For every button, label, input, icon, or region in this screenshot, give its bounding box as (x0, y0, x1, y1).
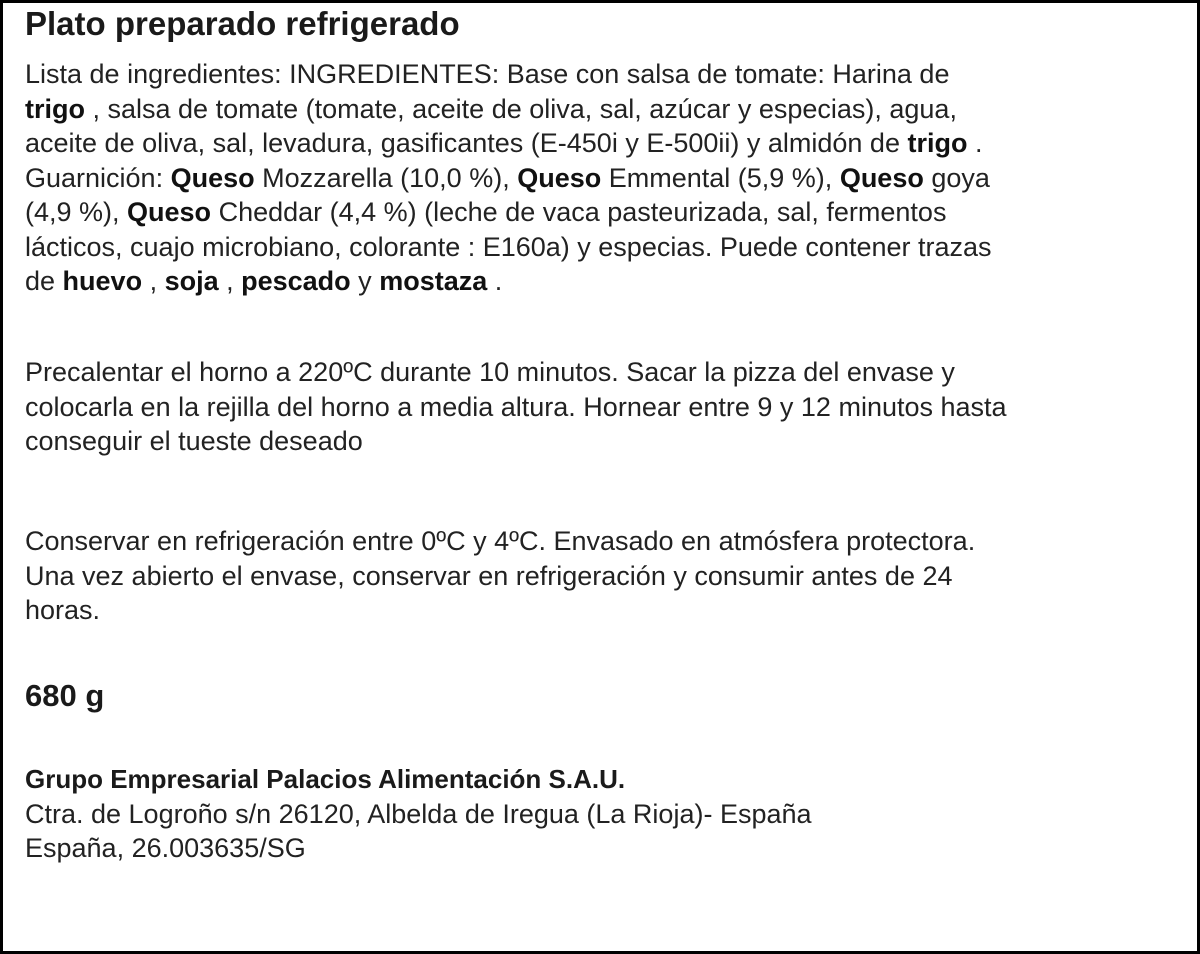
storage-line: Una vez abierto el envase, conservar en refrigeración y consumir antes de 24 (25, 560, 953, 591)
ingredients-text: Cheddar (4,4 %) (leche de vaca pasteurizada, sal, fermentos (211, 197, 947, 227)
ingredients-text: , (142, 266, 165, 296)
company-registry: España, 26.003635/SG (25, 833, 306, 863)
ingredients-line (25, 264, 1185, 299)
ingredients-line (25, 230, 1185, 265)
company-address: Ctra. de Logroño s/n 26120, Albelda de Iregua (La Rioja)- España (25, 798, 812, 829)
allergen-cheese: Queso (127, 197, 212, 227)
ingredients-text: , (218, 266, 242, 296)
ingredients-line (25, 126, 1185, 161)
ingredients-text: lácticos, cuajo microbiano, colorante : E160a) y especias. Puede contener trazas (25, 231, 992, 262)
ingredients-line (25, 92, 1185, 127)
storage-line: horas. (25, 595, 101, 625)
ingredients-text: Mozzarella (10,0 %), (254, 162, 518, 193)
allergen-soy: soja (164, 266, 219, 296)
company-info (25, 762, 1185, 866)
allergen-mustard: mostaza (379, 266, 488, 296)
ingredients-text: . (487, 266, 503, 296)
allergen-wheat: trigo (907, 128, 968, 158)
ingredients-text: , salsa de tomate (tomate, aceite de oliva, sal, azúcar y especias), agua, (85, 93, 957, 124)
product-title: Plato preparado refrigerado (25, 5, 460, 42)
allergen-wheat: trigo (25, 93, 85, 124)
ingredients-line (25, 195, 1185, 230)
ingredients-text: (4,9 %), (25, 197, 128, 227)
ingredients-text: . (967, 128, 983, 158)
preparation-line: Precalentar el horno a 220ºC durante 10 minutos. Sacar la pizza del envase y (25, 357, 955, 387)
ingredients-text: de (25, 266, 63, 296)
preparation-line: conseguir el tueste deseado (25, 426, 363, 456)
preparation-line: colocarla en la rejilla del horno a media altura. Hornear entre 9 y 12 minutos hasta (25, 391, 1007, 422)
ingredients-text: aceite de oliva, sal, levadura, gasificantes (E-450i y E-500ii) y almidón de (25, 128, 908, 158)
allergen-cheese: Queso (517, 162, 602, 193)
allergen-cheese: Queso (839, 162, 924, 193)
ingredients-line (25, 57, 1185, 92)
ingredients-text: y (350, 266, 380, 296)
allergen-fish: pescado (241, 266, 351, 296)
preparation-instructions (25, 355, 1185, 459)
company-name: Grupo Empresarial Palacios Alimentación S.A.U. (25, 764, 626, 794)
storage-line: Conservar en refrigeración entre 0ºC y 4ºC. Envasado en atmósfera protectora. (25, 526, 976, 556)
ingredients-text: Guarnición: (25, 162, 171, 193)
ingredients-section (25, 57, 1185, 299)
allergen-egg: huevo (62, 266, 143, 296)
ingredients-text: Emmental (5,9 %), (601, 162, 840, 193)
ingredients-line (25, 161, 1185, 196)
storage-instructions (25, 524, 1185, 628)
ingredients-text: Lista de ingredientes: INGREDIENTES: Base con salsa de tomate: Harina de (25, 59, 950, 89)
net-weight: 680 g (25, 678, 105, 713)
ingredients-text: goya (923, 162, 990, 193)
allergen-cheese: Queso (170, 162, 255, 193)
